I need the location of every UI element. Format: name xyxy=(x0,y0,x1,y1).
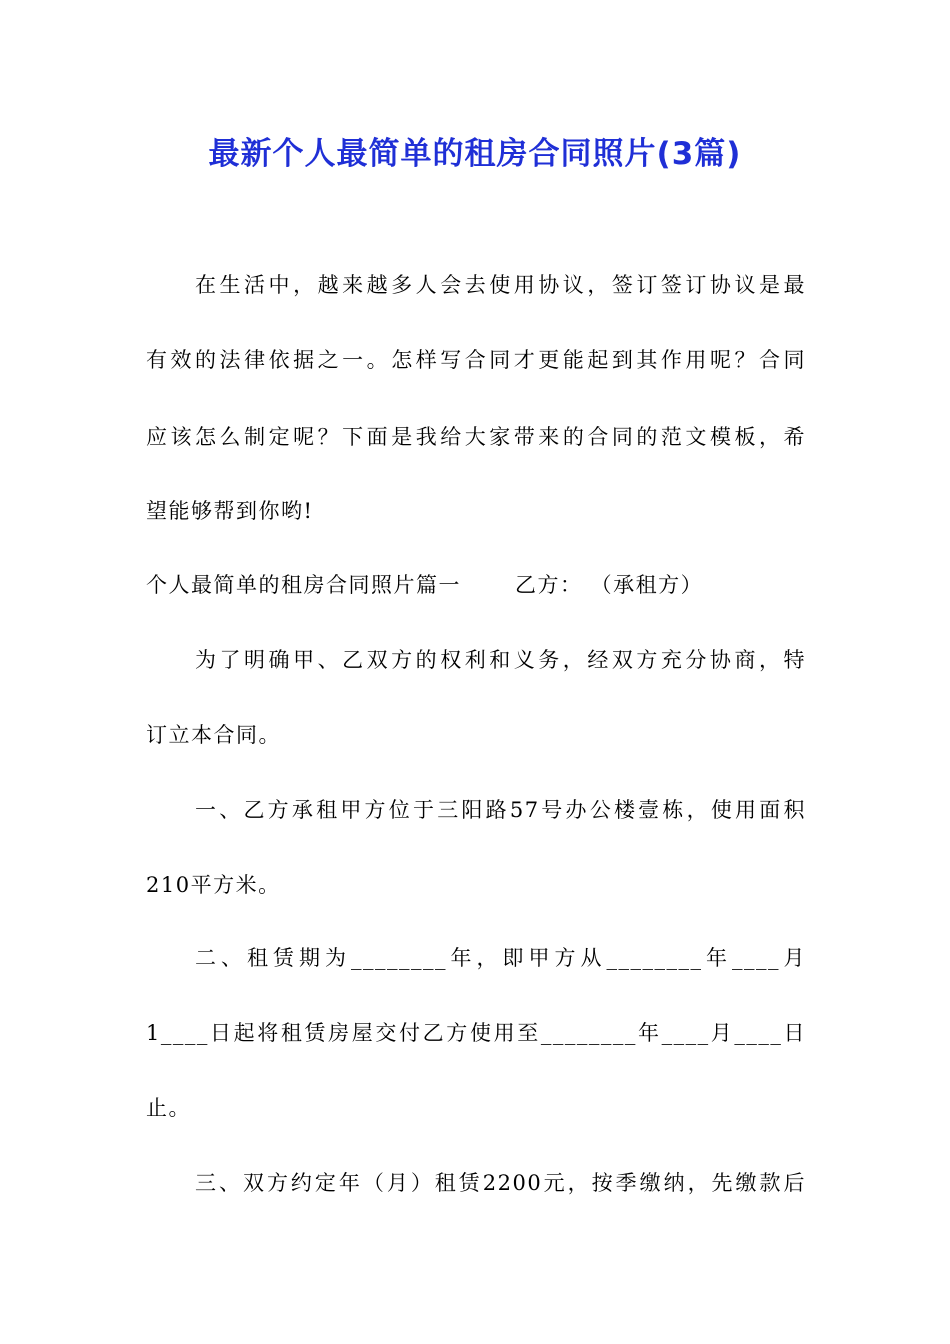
intro-line-2: 有效的法律依据之一。怎样写合同才更能起到其作用呢？合同 xyxy=(146,348,806,372)
clause1-line-2: 210平方米。 xyxy=(146,873,281,897)
clause2-line-2: 1____日起将租赁房屋交付乙方使用至________年____月____日 xyxy=(146,1021,806,1045)
clause1-line-1: 一、乙方承租甲方位于三阳路57号办公楼壹栋，使用面积 xyxy=(195,798,806,822)
intro-line-4: 望能够帮到你哟! xyxy=(146,499,314,523)
clause2-line-3: 止。 xyxy=(146,1096,191,1120)
intro-line-3: 应该怎么制定呢？下面是我给大家带来的合同的范文模板，希 xyxy=(146,425,806,449)
intro-line-1: 在生活中，越来越多人会去使用协议，签订签订协议是最 xyxy=(195,273,806,297)
party-b-label: 乙方： （承租方） xyxy=(515,573,704,597)
purpose-line-2: 订立本合同。 xyxy=(146,723,281,747)
purpose-line-1: 为了明确甲、乙双方的权利和义务，经双方充分协商，特 xyxy=(195,648,806,672)
clause3-line-1: 三、双方约定年（月）租赁2200元，按季缴纳，先缴款后 xyxy=(195,1171,806,1195)
document-title: 最新个人最简单的租房合同照片(3篇) xyxy=(208,136,742,172)
section-heading: 个人最简单的租房合同照片篇一 xyxy=(146,573,461,597)
section-heading-row xyxy=(146,570,806,600)
clause2-line-1: 二、租赁期为________年，即甲方从________年____月 xyxy=(195,946,806,970)
